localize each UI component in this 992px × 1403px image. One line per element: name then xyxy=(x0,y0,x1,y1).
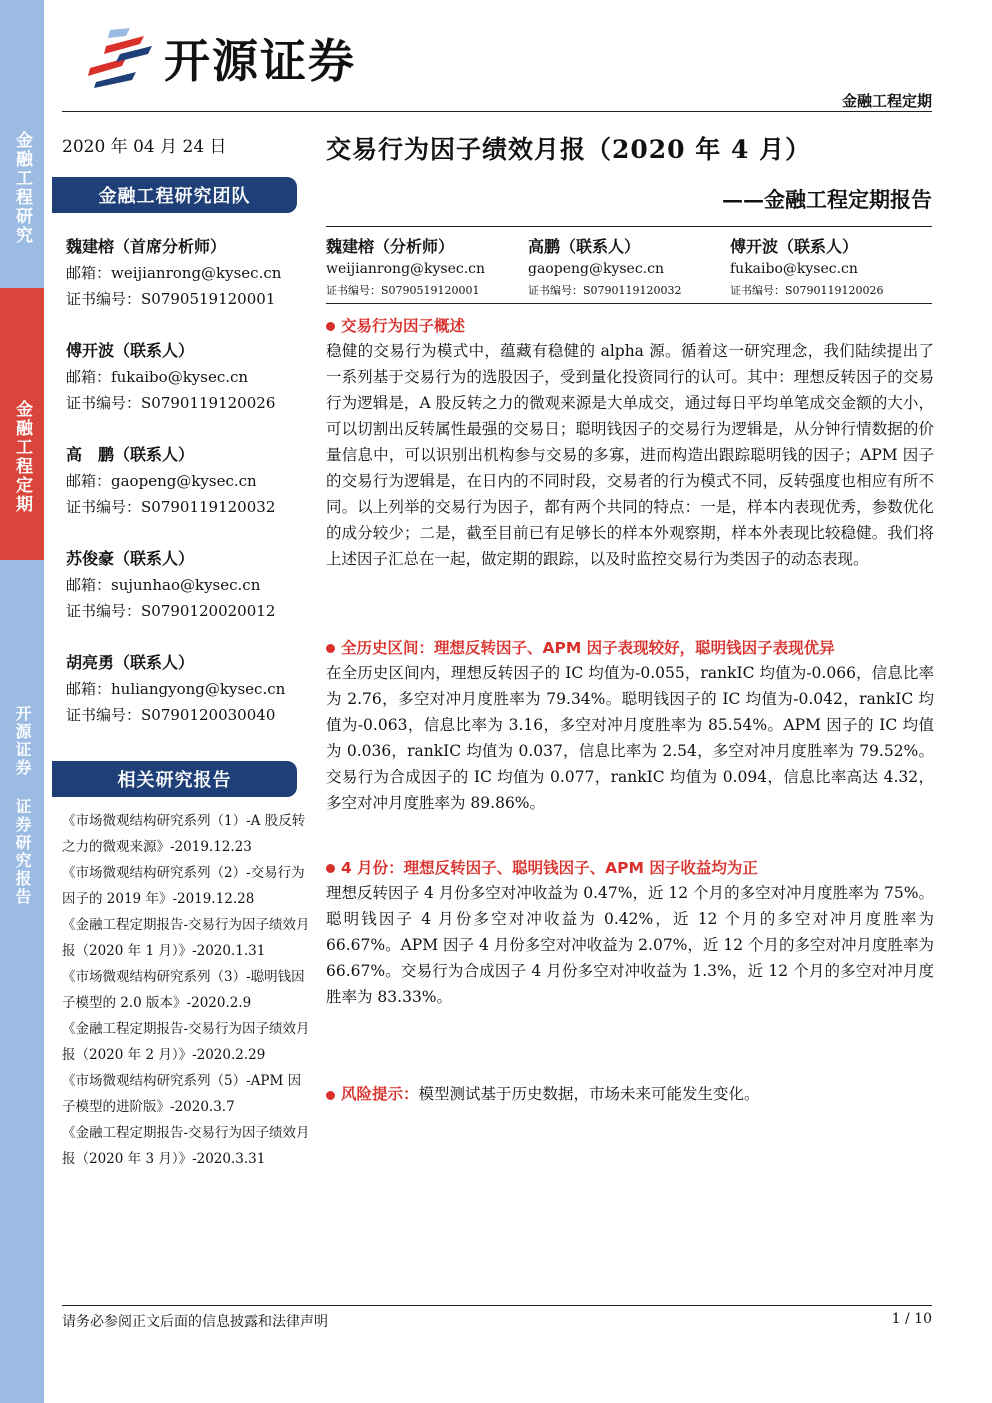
email-label: 邮箱： xyxy=(66,576,112,594)
bullet-icon xyxy=(326,644,335,653)
section-heading: 交易行为因子概述 xyxy=(326,314,934,338)
member-cert: S0790119120032 xyxy=(141,498,276,516)
member-email[interactable]: gaopeng@kysec.cn xyxy=(111,472,257,490)
risk-text: 模型测试基于历史数据，市场未来可能发生变化。 xyxy=(418,1085,760,1103)
section-overview xyxy=(326,314,934,572)
member-name: 高 鹏（联系人） xyxy=(66,445,195,464)
brand-name: 开源证券 xyxy=(164,34,356,88)
section-april xyxy=(326,856,934,1010)
cert-label: 证书编号： xyxy=(66,498,142,516)
related-report-link[interactable]: 《市场微观结构研究系列（3）-聪明钱因子模型的 2.0 版本》-2020.2.9 xyxy=(62,969,305,1011)
side-strip-label-middle: 金融工程定期 xyxy=(12,400,32,514)
cert-label: 证书编号： xyxy=(66,394,142,412)
email-label: 邮箱： xyxy=(66,680,112,698)
author-cert: 证书编号：S0790119120032 xyxy=(528,284,682,297)
team-member xyxy=(66,546,275,624)
member-name: 魏建榕（首席分析师） xyxy=(66,237,227,256)
member-cert: S0790120030040 xyxy=(141,706,276,724)
section-body: 在全历史区间内，理想反转因子的 IC 均值为-0.055，rankIC 均值为-0.066，信息比率为 2.76，多空对冲月度胜率为 79.34%。聪明钱因子的 IC 均值为-0.042，rankIC 均值为-0.063，信息比率为 3.16，多空对冲月度胜率为 85.54%。APM 因子的 IC 均值为 0.036，rankIC 均值为 0.037，信息比率为 2.54，多空对冲月度胜率为 79.52%。交易行为合成因子的 IC 均值为 0.077，rankIC 均值为 0.094，信息比率高达 4.32，多空对冲月度胜率为 89.86%。 xyxy=(326,664,934,812)
related-report-link[interactable]: 《市场微观结构研究系列（1）-A 股反转之力的微观来源》-2019.12.23 xyxy=(62,813,306,855)
related-report-link[interactable]: 《金融工程定期报告-交易行为因子绩效月报（2020 年 2 月）》-2020.2.29 xyxy=(62,1021,310,1063)
member-cert: S0790120020012 xyxy=(141,602,276,620)
author-card xyxy=(528,236,730,302)
related-report-link[interactable]: 《市场微观结构研究系列（5）-APM 因子模型的进阶版》-2020.3.7 xyxy=(62,1073,302,1115)
related-header: 相关研究报告 xyxy=(52,761,297,797)
author-card xyxy=(326,236,528,302)
member-name: 傅开波（联系人） xyxy=(66,341,195,360)
author-name: 傅开波（联系人） xyxy=(730,237,859,256)
section-heading: 全历史区间：理想反转因子、APM 因子表现较好，聪明钱因子表现优异 xyxy=(326,636,934,660)
email-label: 邮箱： xyxy=(66,472,112,490)
related-report-link[interactable]: 《市场微观结构研究系列（2）-交易行为因子的 2019 年》-2019.12.28 xyxy=(62,865,305,907)
section-full-history xyxy=(326,636,934,816)
author-name: 高鹏（联系人） xyxy=(528,237,641,256)
member-name: 胡亮勇（联系人） xyxy=(66,653,195,672)
header-divider xyxy=(62,111,932,112)
section-body: 理想反转因子 4 月份多空对冲收益为 0.47%，近 12 个月的多空对冲月度胜率为 75%。聪明钱因子 4 月份多空对冲收益为 0.42%，近 12 个月的多空对冲月度胜率为 66.67%。APM 因子 4 月份多空对冲收益为 2.07%，近 12 个月的多空对冲月度胜率为 66.67%。交易行为合成因子 4 月份多空对冲收益为 1.3%，近 12 个月的多空对冲月度胜率为 83.33%。 xyxy=(326,884,934,1006)
member-email[interactable]: huliangyong@kysec.cn xyxy=(111,680,286,698)
member-name: 苏俊豪（联系人） xyxy=(66,549,195,568)
author-cert: 证书编号：S0790119120026 xyxy=(730,284,884,297)
email-label: 邮箱： xyxy=(66,368,112,386)
author-card xyxy=(730,236,932,302)
author-email[interactable]: fukaibo@kysec.cn xyxy=(730,261,858,277)
email-label: 邮箱： xyxy=(66,264,112,282)
authors-divider xyxy=(326,303,932,304)
related-report-link[interactable]: 《金融工程定期报告-交易行为因子绩效月报（2020 年 3 月）》-2020.3.31 xyxy=(62,1125,310,1167)
team-member xyxy=(66,650,285,728)
title-divider xyxy=(326,226,932,227)
side-strip-label-bottom: 开源证券 证券研究报告 xyxy=(13,704,32,906)
footer-disclaimer: 请务必参阅正文后面的信息披露和法律声明 xyxy=(62,1314,328,1330)
author-name: 魏建榕（分析师） xyxy=(326,237,455,256)
author-cert: 证书编号：S0790519120001 xyxy=(326,284,480,297)
bullet-icon xyxy=(326,322,335,331)
brand-logo xyxy=(86,28,356,88)
related-reports-list xyxy=(62,808,312,1172)
team-member xyxy=(66,442,275,520)
team-member xyxy=(66,338,275,416)
member-cert: S0790519120001 xyxy=(141,290,276,308)
page-number: 1 / 10 xyxy=(891,1311,932,1327)
report-title: 交易行为因子绩效月报（2020 年 4 月） xyxy=(326,135,812,164)
author-email[interactable]: gaopeng@kysec.cn xyxy=(528,261,664,277)
team-header: 金融工程研究团队 xyxy=(52,177,297,213)
bullet-icon xyxy=(326,1091,335,1100)
member-email[interactable]: weijianrong@kysec.cn xyxy=(111,264,282,282)
cert-label: 证书编号： xyxy=(66,706,142,724)
related-report-link[interactable]: 《金融工程定期报告-交易行为因子绩效月报（2020 年 1 月）》-2020.1.31 xyxy=(62,917,310,959)
section-heading: 4 月份：理想反转因子、聪明钱因子、APM 因子收益均为正 xyxy=(326,856,934,880)
team-member xyxy=(66,234,281,312)
member-email[interactable]: fukaibo@kysec.cn xyxy=(111,368,249,386)
risk-label: 风险提示： xyxy=(341,1085,419,1103)
footer-divider xyxy=(62,1305,932,1306)
cert-label: 证书编号： xyxy=(66,602,142,620)
author-email[interactable]: weijianrong@kysec.cn xyxy=(326,261,486,277)
logo-mark-icon xyxy=(86,28,156,88)
bullet-icon xyxy=(326,864,335,873)
side-strip-label-top: 金融工程研究 xyxy=(12,131,32,245)
cert-label: 证书编号： xyxy=(66,290,142,308)
header-tag: 金融工程定期 xyxy=(841,92,932,110)
section-body: 稳健的交易行为模式中，蕴藏有稳健的 alpha 源。循着这一研究理念，我们陆续提出了一系列基于交易行为的选股因子，受到量化投资同行的认可。其中：理想反转因子的交易行为逻辑是，A 股反转之力的微观来源是大单成交，通过每日平均单笔成交金额的大小，可以切割出反转属性最强的交易日；聪明钱因子的交易行为逻辑是，从分钟行情数据的价量信息中，可以识别出机构参与交易的多寡，进而构造出跟踪聪明钱的因子；APM 因子的交易行为逻辑是，在日内的不同时段，交易者的行为模式不同，反转强度也相应有所不同。以上列举的交易行为因子，都有两个共同的特点：一是，样本内表现优秀，参数优化的成分较少；二是，截至目前已有足够长的样本外观察期，样本外表现比较稳健。我们将上述因子汇总在一起，做定期的跟踪，以及时监控交易行为类因子的动态表现。 xyxy=(326,342,934,568)
report-date: 2020 年 04 月 24 日 xyxy=(62,137,227,157)
authors-row xyxy=(326,236,932,302)
report-subtitle: ——金融工程定期报告 xyxy=(722,187,932,212)
member-cert: S0790119120026 xyxy=(141,394,276,412)
member-email[interactable]: sujunhao@kysec.cn xyxy=(111,576,261,594)
risk-warning xyxy=(326,1082,760,1106)
